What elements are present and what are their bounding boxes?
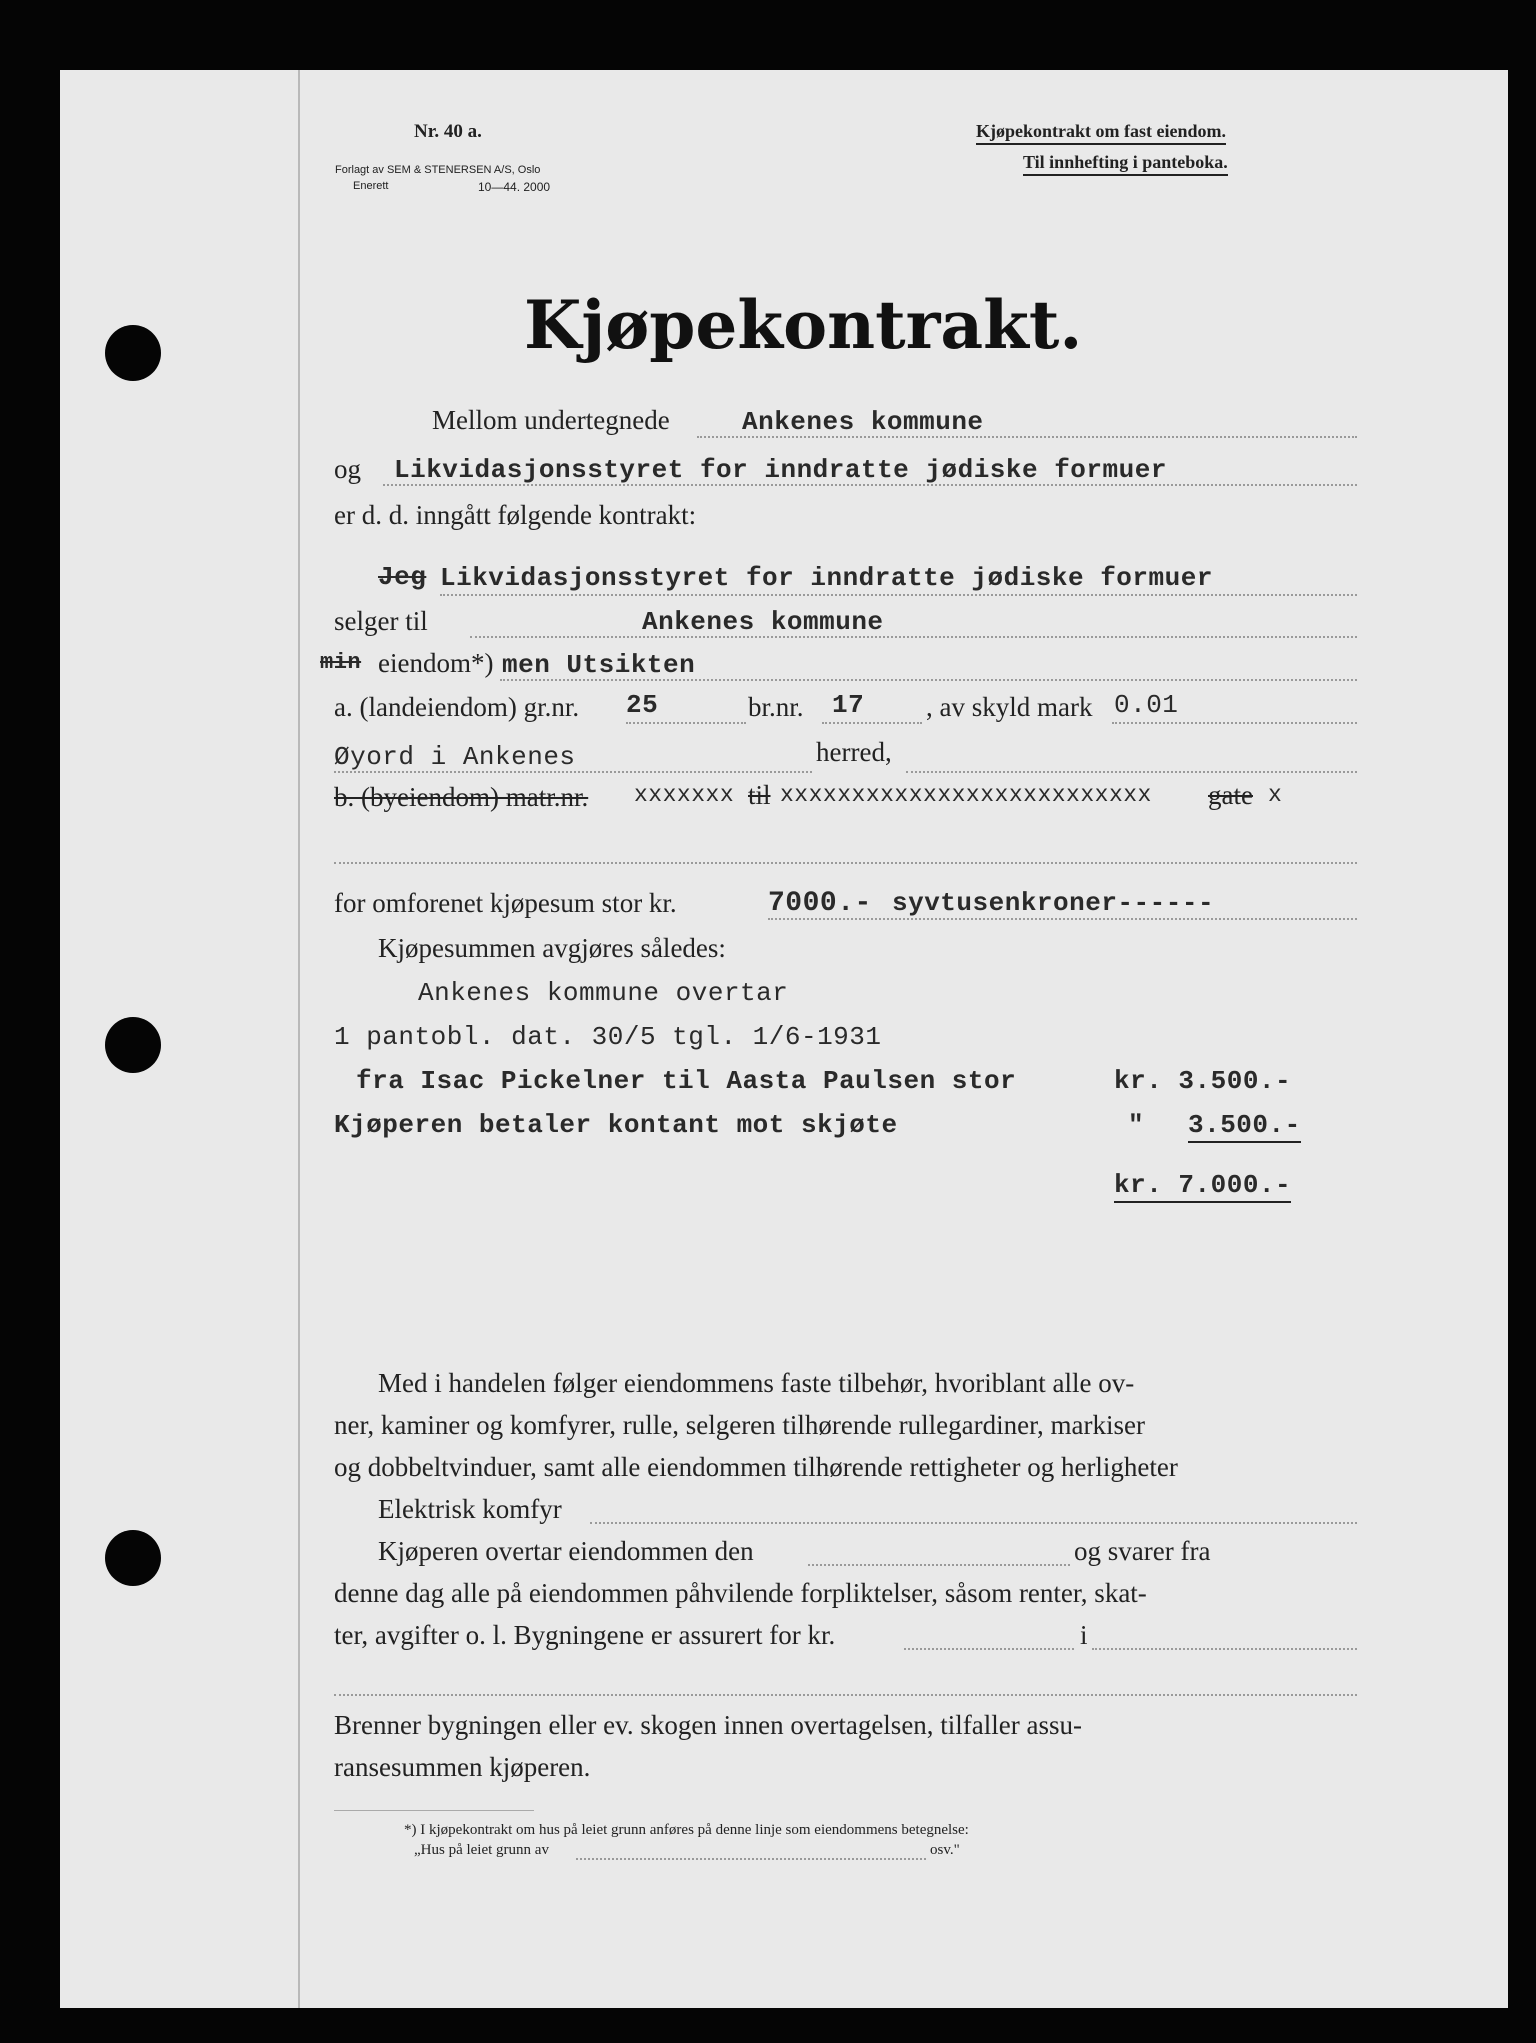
gr-nr-line (626, 722, 746, 724)
punch-hole-top (105, 325, 161, 381)
buyer-line (470, 636, 1357, 638)
skyld-value: 0.01 (1114, 690, 1179, 720)
gr-nr-value: 25 (626, 690, 659, 720)
property-prefix: min (320, 650, 362, 675)
land-label: a. (landeiendom) gr.nr. (334, 692, 580, 722)
price-label: for omforenet kjøpesum stor kr. (334, 888, 677, 918)
form-title-right-2: Til innhefting i panteboka. (1023, 152, 1228, 176)
terms-p2-line1b: og svarer fra (1074, 1536, 1211, 1566)
between-label: Mellom undertegnede (432, 405, 670, 435)
insurance-amount-line (904, 1648, 1074, 1650)
footnote-line2a: „Hus på leiet grunn av (414, 1842, 549, 1858)
footnote-blank-line (576, 1858, 926, 1860)
terms-p3-line1: Brenner bygningen eller ev. skogen innen overtagelsen, tilfaller assu- (334, 1710, 1082, 1740)
intro-text: er d. d. inngått følgende kontrakt: (334, 500, 697, 530)
settle-line-4-amount: 3.500.- (1188, 1110, 1301, 1143)
publisher-line-2: Enerett (353, 180, 389, 192)
terms-p2-line3b: i (1080, 1620, 1088, 1650)
insurance-company-line (1092, 1648, 1357, 1650)
property-label: eiendom*) (378, 648, 494, 678)
form-title-right-1: Kjøpekontrakt om fast eiendom. (976, 121, 1226, 145)
form-number: Nr. 40 a. (414, 121, 482, 142)
takeover-date-line (808, 1564, 1070, 1566)
margin-line (298, 70, 300, 2008)
city-gate: gate (1208, 780, 1253, 810)
herred-label: herred, (816, 737, 892, 767)
city-x3: x (1268, 782, 1283, 808)
seller-value: Likvidasjonsstyret for inndratte jødiske formuer (440, 563, 1213, 593)
herred-line (334, 771, 812, 773)
terms-p1-line2: ner, kaminer og komfyrer, rulle, selgeren tilhørende rullegardiner, markiser (334, 1410, 1145, 1440)
settle-line-4: Kjøperen betaler kontant mot skjøte (334, 1110, 898, 1140)
settle-line-3-amount: kr. 3.500.- (1114, 1066, 1292, 1096)
and-label: og (334, 454, 361, 484)
br-nr-line (822, 722, 922, 724)
city-x2: xxxxxxxxxxxxxxxxxxxxxxxxxx (780, 782, 1152, 808)
skyld-line (1112, 722, 1357, 724)
document-page (60, 70, 1508, 2008)
footnote-line2b: osv." (930, 1842, 960, 1858)
terms-p3-line2: ransesummen kjøperen. (334, 1752, 591, 1782)
buyer-value: Ankenes kommune (642, 607, 884, 637)
party2-value: Likvidasjonsstyret for inndratte jødiske formuer (394, 455, 1167, 485)
blank-line-1 (334, 862, 1357, 864)
punch-hole-bottom (105, 1530, 161, 1586)
herred-line-right (906, 771, 1357, 773)
print-code: 10—44. 2000 (478, 180, 551, 194)
settle-line-3: fra Isac Pickelner til Aasta Paulsen stor (356, 1066, 1017, 1096)
terms-p1-line1: Med i handelen følger eiendommens faste tilbehør, hvoriblant alle ov- (378, 1368, 1135, 1398)
property-value: men Utsikten (502, 650, 696, 680)
footnote-line1: *) I kjøpekontrakt om hus på leiet grunn anføres på denne linje som eiendommens betegnelse: (404, 1822, 969, 1838)
city-x1: xxxxxxx (634, 782, 735, 808)
herred-value: Øyord i Ankenes (334, 742, 576, 772)
price-amount: 7000.- (768, 888, 872, 919)
seller-prefix: Jeg (378, 562, 427, 592)
settle-line-2: 1 pantobl. dat. 30/5 tgl. 1/6-1931 (334, 1022, 882, 1052)
city-til: til (748, 780, 771, 810)
price-words: syvtusenkroner------ (892, 888, 1215, 918)
price-total: kr. 7.000.- (1114, 1170, 1291, 1203)
terms-p2-line2: denne dag alle på eiendommen påhvilende forpliktelser, såsom renter, skat- (334, 1578, 1147, 1608)
br-label: br.nr. (748, 692, 804, 722)
punch-hole-middle (105, 1017, 161, 1073)
terms-p1-line4: Elektrisk komfyr (378, 1494, 562, 1524)
settle-label: Kjøpesummen avgjøres således: (378, 933, 726, 963)
city-label: b. (byeiendom) matr.nr. (334, 782, 589, 812)
settle-line-4-quote: " (1128, 1110, 1145, 1140)
seller-line (440, 594, 1357, 596)
terms-p1-line3: og dobbeltvinduer, samt alle eiendommen tilhørende rettigheter og herligheter (334, 1452, 1178, 1482)
skyld-label: , av skyld mark (926, 692, 1093, 722)
party1-value: Ankenes kommune (742, 407, 984, 437)
sells-to-label: selger til (334, 606, 428, 636)
document-title: Kjøpekontrakt. (524, 286, 1083, 364)
terms-p2-line3a: ter, avgifter o. l. Bygningene er assurert for kr. (334, 1620, 836, 1650)
blank-line-2 (334, 1694, 1357, 1696)
price-line (768, 918, 1357, 920)
footnote-rule (334, 1810, 534, 1811)
publisher-line-1: Forlagt av SEM & STENERSEN A/S, Oslo (335, 164, 541, 176)
settle-line-1: Ankenes kommune overtar (418, 978, 789, 1008)
terms-p2-line1a: Kjøperen overtar eiendommen den (378, 1536, 754, 1566)
terms-p1-line4-dots (590, 1522, 1357, 1524)
br-nr-value: 17 (832, 690, 865, 720)
